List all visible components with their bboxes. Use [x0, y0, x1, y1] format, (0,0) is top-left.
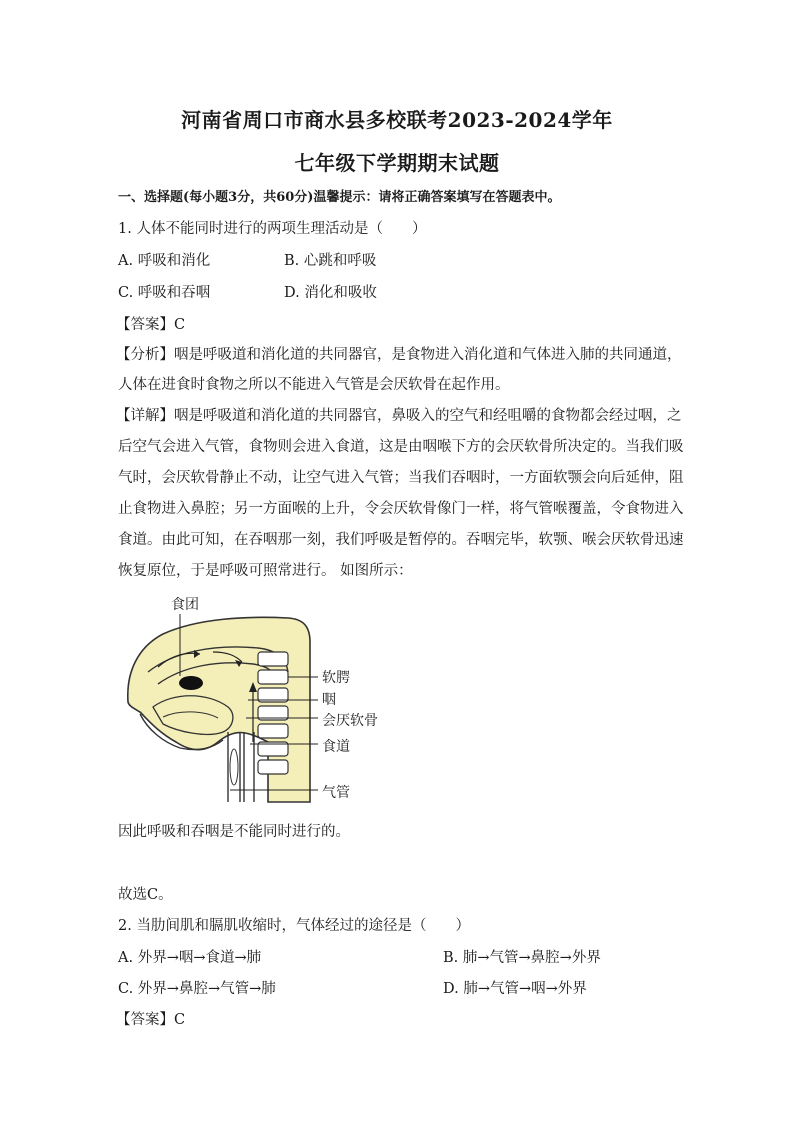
label-soft-palate: 软腭 — [322, 670, 350, 686]
question-2-answer: 【答案】C — [116, 1012, 186, 1028]
question-2-option-c: C. 外界→鼻腔→气管→肺 — [118, 981, 276, 997]
page-subtitle: 七年级下学期期末试题 — [294, 151, 500, 175]
question-1-detail-line: 止食物进入鼻腔；另一方面喉的上升，令会厌软骨像门一样，将气管喉覆盖，令食物进入 — [118, 501, 684, 517]
label-pharynx: 咽 — [322, 692, 336, 708]
question-1-option-b: B. 心跳和呼吸 — [284, 253, 377, 269]
question-1-detail-line: 后空气会进入气管，食物则会进入食道，这是由咽喉下方的会厌软骨所决定的。当我们吸 — [118, 439, 684, 455]
label-epiglottis: 会厌软骨 — [322, 713, 378, 729]
food-bolus-shape — [179, 676, 203, 690]
question-1-option-c: C. 呼吸和吞咽 — [118, 285, 211, 301]
question-1-answer: 【答案】C — [116, 317, 186, 333]
question-1-analysis-line: 【分析】咽是呼吸道和消化道的共同器官，是食物进入消化道和气体进入肺的共同通道， — [116, 347, 682, 363]
question-1-detail-line: 恢复原位，于是呼吸可照常进行。 如图所示： — [118, 563, 413, 579]
question-2-stem: 2. 当肋间肌和膈肌收缩时，气体经过的途径是（ ） — [118, 918, 470, 934]
question-1-analysis-line: 人体在进食时食物之所以不能进入气管是会厌软骨在起作用。 — [118, 377, 510, 393]
question-2-option-a: A. 外界→咽→食道→肺 — [118, 950, 262, 966]
question-2-option-b: B. 肺→气管→鼻腔→外界 — [443, 950, 601, 966]
question-1-detail-line: 【详解】咽是呼吸道和消化道的共同器官，鼻吸入的空气和经咀嚼的食物都会经过咽，之 — [116, 408, 682, 424]
question-1-detail-line: 食道。由此可知，在吞咽那一刻，我们呼吸是暂停的。吞咽完毕，软颚、喉会厌软骨迅速 — [118, 532, 684, 548]
page-title: 河南省周口市商水县多校联考2023-2024学年 — [181, 108, 613, 132]
question-1-detail-line: 气时，会厌软骨静止不动，让空气进入气管；当我们吞咽时，一方面软颚会向后延伸，阻 — [118, 470, 684, 486]
question-1-option-a: A. 呼吸和消化 — [118, 253, 211, 269]
question-1-conclusion: 因此呼吸和吞咽是不能同时进行的。 — [118, 824, 350, 840]
question-1-stem: 1. 人体不能同时进行的两项生理活动是（ ） — [118, 221, 427, 237]
question-1-option-d: D. 消化和吸收 — [284, 285, 377, 301]
label-bolus: 食团 — [171, 597, 199, 613]
section-heading: 一、选择题(每小题3分，共60分)温馨提示：请将正确答案填写在答题表中。 — [118, 190, 561, 205]
label-trachea: 气管 — [322, 785, 350, 801]
swallowing-diagram — [118, 592, 388, 812]
question-2-option-d: D. 肺→气管→咽→外界 — [443, 981, 587, 997]
question-1-choose: 故选C。 — [118, 887, 173, 903]
label-esophagus: 食道 — [322, 739, 350, 755]
